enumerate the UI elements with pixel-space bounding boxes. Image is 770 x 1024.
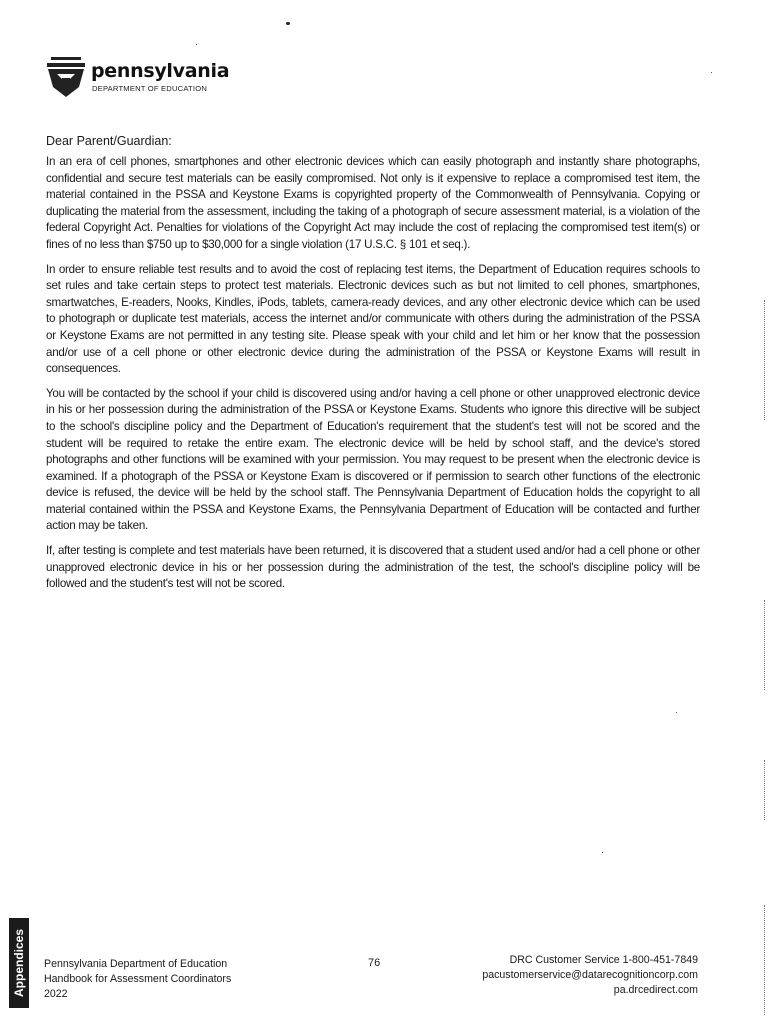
scan-speck [676,712,677,713]
paragraph-4: If, after testing is complete and test materials have been returned, it is discovered that a student used and/or had a cell phone or other unapproved electronic device in his or her possession during the administration of the test, the school's discipline policy will be followed and the student's test will not be scored. [46,544,700,591]
scan-edge-marks [764,760,766,820]
scan-speck [286,22,290,25]
paragraph-2: In order to ensure reliable test results and to avoid the cost of replacing test items, the Department of Education requires schools to set rules and take certain steps to protect test materials. Electronic devices such as but not limited to cell phones, smartphones, smartwatches, E-readers, Nooks, Kindles, iPods, tablets, camera-ready devices, and any other electronic device which can be used to photograph or duplicate test materials, access the internet and/or communicate with others during the administration of the PSSA or Keystone Exams are not permitted in any testing site. Please speak with your child and let him or her know that the possession and/or use of a cell phone or other electronic device during the administration of the PSSA or Keystone Exams will result in consequences. [46,262,700,376]
footer-org: Pennsylvania Department of Education [44,958,228,970]
appendices-tab-label: Appendices [12,928,26,998]
footer-right [482,953,698,998]
paragraph-3: You will be contacted by the school if your child is discovered using and/or having a cell phone or other unapproved electronic device in his or her possession during the administration of the PSSA or Keystone Exams. Students who ignore this directive will be subject to the school's discipline policy and the Department of Education's requirement that the student's test will not be scored and the student will be required to retake the entire exam. The electronic device will be held by school staff, and the device's stored photographs and other functions will be examined with your permission. You may request to be present when the electronic device is examined. If a photograph of the PSSA or Keystone Exam is discovered or if permission to search other functions of the electronic device is refused, the device will be held by the school staff. The Pennsylvania Department of Education holds the copyright to all material contained within the PSSA and Keystone Exams, the Pennsylvania Department of Education will be contacted and further action may be taken. [46,386,700,533]
appendices-tab [9,918,29,1008]
scan-edge-marks [764,600,766,690]
letter-body [46,154,700,601]
scan-speck [196,44,197,45]
footer-left [44,957,231,1002]
footer-email: pacustomerservice@datarecognitioncorp.com [482,969,698,981]
page-number: 76 [368,957,381,969]
paragraph-1: In an era of cell phones, smartphones and other electronic devices which can easily photograph and instantly share photographs, confidential and secure test materials can be easily compromised. Not only is it expensive to replace a compromised test item, the material contained in the PSSA and Keystone Exams is copyrighted property of the Commonwealth of Pennsylvania. Copying or duplicating the material from the assessment, including the taking of a photograph of secure assessment material, is a violation of the federal Copyright Act. Penalties for violations of the Copyright Act may include the cost of replacing the compromised test item(s) or fines of no less than $750 up to $30,000 for a single violation (17 U.S.C. § 101 et seq.). [46,155,700,251]
scan-speck [602,852,603,853]
scan-edge-marks [764,300,766,420]
keystone-logo-icon [44,54,88,98]
footer-phone: DRC Customer Service 1-800-451-7849 [509,954,698,966]
logo-subtitle: DEPARTMENT OF EDUCATION [92,84,207,93]
footer-website: pa.drcedirect.com [613,984,698,996]
salutation: Dear Parent/Guardian: [46,134,172,148]
scan-speck [711,72,712,73]
footer-handbook: Handbook for Assessment Coordinators [44,973,232,985]
pde-logo [44,54,234,98]
scan-edge-marks [764,905,766,1015]
footer-year: 2022 [44,988,68,1000]
logo-wordmark: pennsylvania [91,60,230,82]
